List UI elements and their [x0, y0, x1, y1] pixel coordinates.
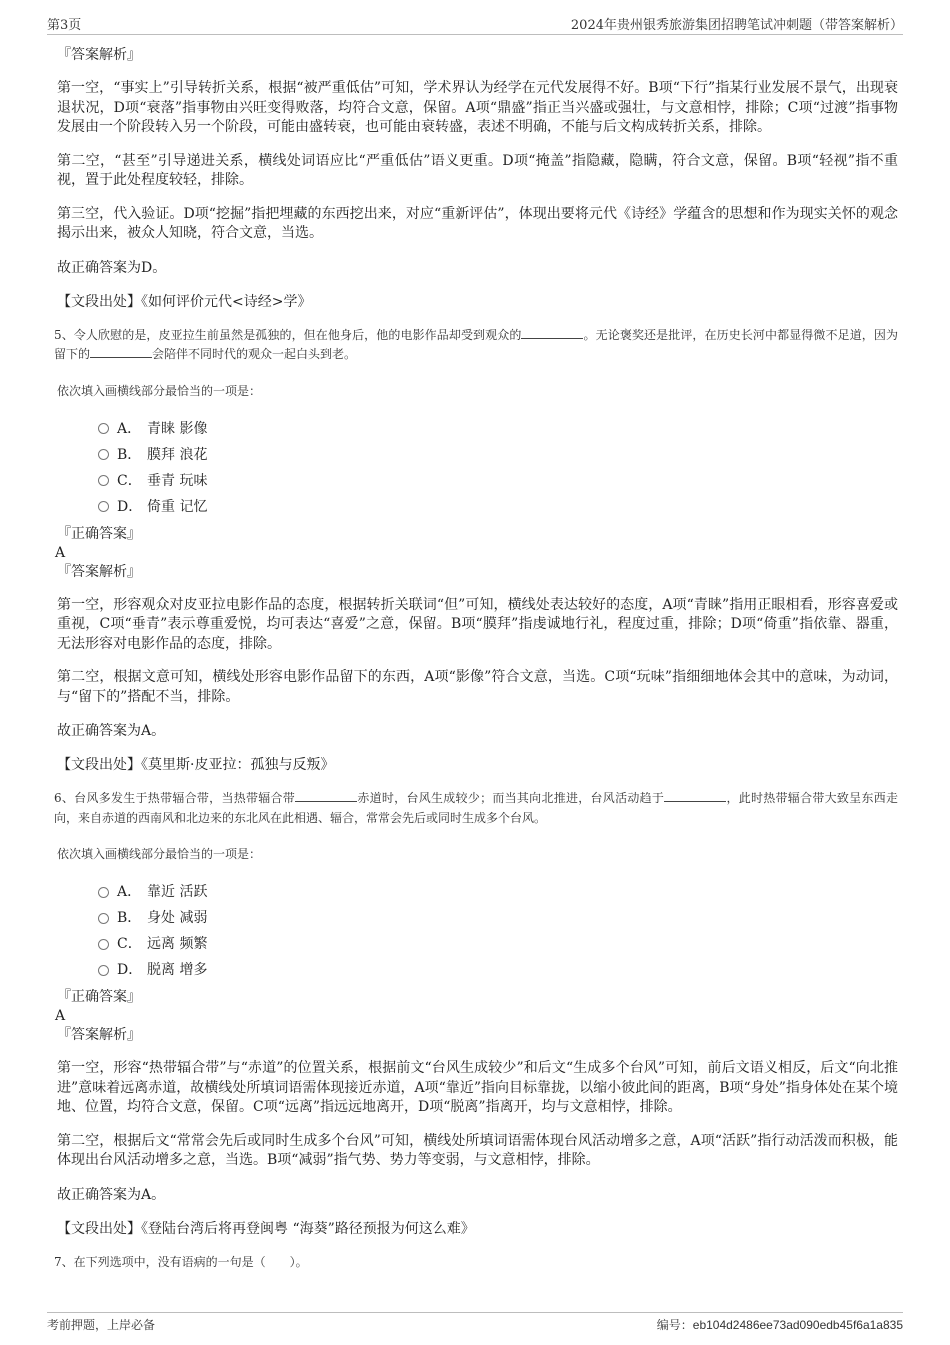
- q5-question: 5、令人欣慰的是，皮亚拉生前虽然是孤独的，但在他身后，他的电影作品却受到观众的 。无论褒奖还是批评，在历史长河中都显得微不足道，因为留下的 会陪伴不同时代的观众一起白头到老。: [54, 327, 898, 361]
- q5-blank-1: [521, 326, 583, 339]
- q5-option-a[interactable]: A． 青睐 影像: [98, 416, 898, 442]
- q6-instruction: 依次填入画横线部分最恰当的一项是：: [57, 847, 262, 861]
- q4-analysis-para-1: 第一空，“事实上”引导转折关系，根据“被严重低估”可知，学术界认为经学在元代发展得不好。B项“下行”指某行业发展不景气，出现衰退状况，D项“衰落”指事物由兴旺变得败落，均符合文意，保留。A项“鼎盛”指正当兴盛或强壮，与文意相悖，排除；C项“过渡”指事物发展由一个阶段转入另一个阶段，可能由盛转衰，也可能由衰转盛，表述不明确，不能与后文构成转折关系，排除。: [57, 80, 898, 135]
- q6-option-c[interactable]: C． 远离 频繁: [98, 931, 898, 957]
- q6-option-d[interactable]: D． 脱离 增多: [98, 957, 898, 983]
- q6-source: 【文段出处】《登陆台湾后将再登闽粤 “海葵”路径预报为何这么难》: [57, 1220, 475, 1237]
- q6-blank-1: [295, 789, 357, 802]
- page-header: [47, 12, 903, 35]
- q6-question: 6、台风多发生于热带辐合带，当热带辐合带 赤道时，台风生成较少；而当其向北推进，台风活动趋于 ，此时热带辐合带大致呈东西走向，来自赤道的西南风和北边来的东北风在此相遇、辐合，常常会先后或同时生成多个台风。: [54, 791, 898, 825]
- q7-question: 7、在下列选项中，没有语病的一句是（ ）。: [54, 1254, 308, 1269]
- q5-answer: 故正确答案为A。: [57, 723, 166, 739]
- q5-analysis-para-1: 第一空，形容观众对皮亚拉电影作品的态度，根据转折关联词“但”可知，横线处表达较好的态度，A项“青睐”指用正眼相看，形容喜爱或重视，C项“垂青”表示尊重爱悦，均可表达“喜爱”之意，保留。B项“膜拜”指虔诚地行礼，程度过重，排除；D项“倚重”指依靠、器重，无法形容对电影作品的态度，排除。: [57, 596, 898, 652]
- q4-answer: 故正确答案为D。: [57, 259, 167, 276]
- radio-icon[interactable]: [98, 475, 109, 486]
- page-number: 第3页: [47, 18, 82, 33]
- document-body: [54, 45, 898, 1272]
- q6-correct-value: A: [55, 1008, 66, 1024]
- q5-option-c[interactable]: C． 垂青 玩味: [98, 468, 898, 494]
- q6-answer: 故正确答案为A。: [57, 1186, 166, 1203]
- q6-analysis-label: 『答案解析』: [57, 1027, 141, 1043]
- q5-source: 【文段出处】《莫里斯·皮亚拉：孤独与反叛》: [57, 757, 335, 773]
- q5-analysis-para-2: 第二空，根据文意可知，横线处形容电影作品留下的东西，A项“影像”符合文意，当选。C项“玩味”指细细地体会其中的意味，为动词，与“留下的”搭配不当，排除。: [57, 669, 898, 705]
- radio-icon[interactable]: [98, 449, 109, 460]
- document-id: 编号：eb104d2486ee73ad090edb45f6a1a835: [656, 1318, 903, 1332]
- q6-correct-label: 『正确答案』: [57, 989, 141, 1005]
- radio-icon[interactable]: [98, 501, 109, 512]
- radio-icon[interactable]: [98, 965, 109, 976]
- q6-option-a[interactable]: A． 靠近 活跃: [98, 879, 898, 905]
- radio-icon[interactable]: [98, 939, 109, 950]
- footer-slogan: 考前押题，上岸必备: [47, 1318, 156, 1332]
- page-footer: [47, 1312, 903, 1332]
- q5-analysis-label: 『答案解析』: [57, 563, 141, 580]
- q6-analysis-para-2: 第二空，根据后文“常常会先后或同时生成多个台风”可知，横线处所填词语需体现台风活动增多之意，A项“活跃”指行动活泼而积极，能体现出台风活动增多之意，当选。B项“减弱”指气势、势力等变弱，与文意相悖，排除。: [57, 1132, 898, 1168]
- q5-option-d[interactable]: D． 倚重 记忆: [98, 494, 898, 520]
- radio-icon[interactable]: [98, 423, 109, 434]
- q4-analysis-para-3: 第三空，代入验证。D项“挖掘”指把埋藏的东西挖出来，对应“重新评估”，体现出要将元代《诗经》学蕴含的思想和作为现实关怀的观念揭示出来，被众人知晓，符合文意，当选。: [57, 205, 898, 241]
- q5-blank-2: [90, 345, 152, 358]
- radio-icon[interactable]: [98, 887, 109, 898]
- q6-option-b[interactable]: B． 身处 减弱: [98, 905, 898, 931]
- q4-source: 【文段出处】《如何评价元代<诗经>学》: [57, 293, 312, 310]
- radio-icon[interactable]: [98, 913, 109, 924]
- q4-analysis-para-2: 第二空，“甚至”引导递进关系，横线处词语应比“严重低估”语义更重。D项“掩盖”指隐藏，隐瞒，符合文意，保留。B项“轻视”指不重视，置于此处程度较轻，排除。: [57, 152, 898, 188]
- q4-analysis-label: 『答案解析』: [57, 47, 141, 63]
- q6-blank-2: [664, 789, 726, 802]
- q5-options: [57, 416, 898, 520]
- q5-correct-label: 『正确答案』: [57, 525, 141, 542]
- q5-instruction: 依次填入画横线部分最恰当的一项是：: [57, 383, 262, 398]
- q5-correct-value: A: [55, 544, 66, 561]
- q5-option-b[interactable]: B． 膜拜 浪花: [98, 442, 898, 468]
- q6-analysis-para-1: 第一空，形容“热带辐合带”与“赤道”的位置关系，根据前文“台风生成较少”和后文“生成多个台风”可知，前后文语义相反，后文“向北推进”意味着远离赤道，故横线处所填词语需体现接近赤道，A项“靠近”指向目标靠拢，以缩小彼此间的距离，B项“身处”指身体处在某个境地、位置，均符合文意，保留。C项“远离”指远远地离开，D项“脱离”指离开，均与文意相悖，排除。: [57, 1060, 898, 1115]
- q6-options: [57, 879, 898, 983]
- document-title: 2024年贵州银秀旅游集团招聘笔试冲刺题（带答案解析）: [570, 18, 903, 33]
